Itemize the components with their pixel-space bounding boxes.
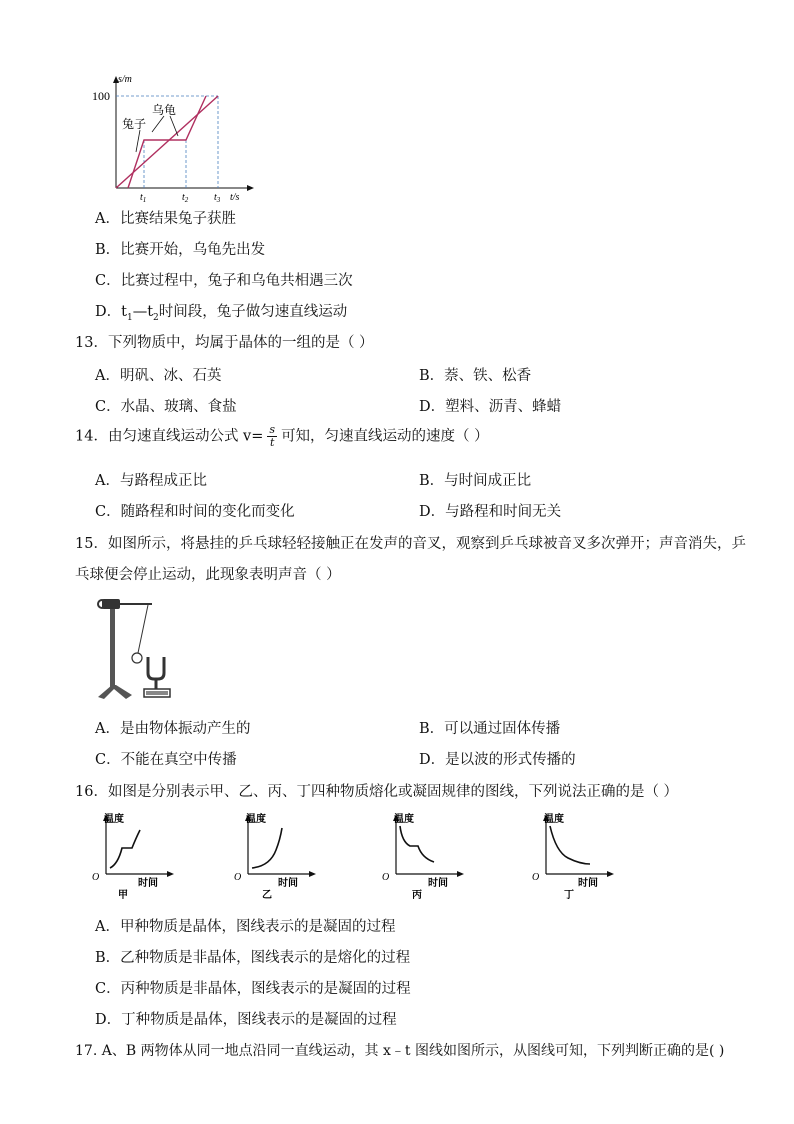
q16-option-a[interactable]: A．甲种物质是晶体，图线表示的是凝固的过程 [95, 919, 396, 935]
q12-option-c[interactable]: C．比赛过程中，兔子和乌龟共相遇三次 [95, 273, 353, 289]
q12-option-d-suffix: 时间段，兔子做匀速直线运动 [158, 304, 348, 320]
fraction-numerator: s [269, 423, 276, 436]
q15-stem-line1: 15．如图所示，将悬挂的乒乓球轻轻接触正在发声的音叉，观察到乒乓球被音叉多次弹开；声音消失，乒 [75, 536, 746, 552]
race-graph [90, 72, 260, 207]
q14-option-a[interactable]: A．与路程成正比 [95, 473, 207, 489]
q13-option-c[interactable]: C．水晶、玻璃、食盐 [95, 399, 237, 415]
rabbit-label: 兔子 [122, 117, 147, 131]
q14-option-d[interactable]: D．与路程和时间无关 [419, 504, 562, 520]
turtle-label: 乌龟 [152, 103, 177, 117]
graph-ding [532, 812, 614, 901]
q14-stem-before: 14．由匀速直线运动公式 v= [75, 428, 264, 445]
tuning-fork-figure [92, 595, 202, 705]
graph-bing-origin: O [382, 872, 390, 883]
q14-option-b[interactable]: B．与时间成正比 [419, 473, 532, 489]
q15-option-d[interactable]: D．是以波的形式传播的 [419, 752, 576, 768]
graph-bing [382, 812, 464, 901]
q13-option-d[interactable]: D．塑料、沥青、蜂蜡 [419, 399, 562, 415]
graph-bing-xlabel: 时间 [428, 878, 448, 889]
graph-ding-ylabel: 温度 [544, 814, 564, 825]
q16-option-d[interactable]: D．丁种物质是晶体，图线表示的是凝固的过程 [95, 1012, 397, 1028]
q12-option-d-prefix: D．t [95, 304, 127, 320]
graph-jia-xlabel: 时间 [138, 878, 158, 889]
q15-option-b[interactable]: B．可以通过固体传播 [419, 721, 561, 737]
graph-bing-ylabel: 温度 [394, 814, 414, 825]
x-tick-t2: $t_2$ [182, 192, 189, 204]
q14-option-c[interactable]: C．随路程和时间的变化而变化 [95, 504, 295, 520]
q16-option-b[interactable]: B．乙种物质是非晶体，图线表示的是熔化的过程 [95, 950, 411, 966]
q12-option-d-sub1: 1 [126, 312, 133, 323]
graph-yi [234, 812, 316, 901]
x-axis-label: t/s [230, 192, 240, 203]
q15-stem-line2: 乓球便会停止运动，此现象表明声音（ ） [75, 567, 341, 583]
q16-stem: 16．如图是分别表示甲、乙、丙、丁四种物质熔化或凝固规律的图线，下列说法正确的是（ ） [75, 784, 679, 800]
graph-jia [92, 812, 174, 901]
graph-bing-caption: 丙 [412, 890, 422, 901]
graph-yi-origin: O [234, 872, 242, 883]
velocity-fraction [267, 424, 277, 449]
q17-stem: 17. A、B 两物体从同一地点沿同一直线运动，其 x﹣t 图线如图所示，从图线可知，下列判断正确的是( ) [75, 1043, 725, 1059]
q13-option-a[interactable]: A．明矾、冰、石英 [95, 368, 222, 384]
q12-option-a[interactable]: A．比赛结果兔子获胜 [95, 211, 236, 227]
graph-ding-xlabel: 时间 [578, 878, 598, 889]
y-axis-label: s/m [118, 74, 132, 85]
q15-option-c[interactable]: C．不能在真空中传播 [95, 752, 237, 768]
graph-ding-caption: 丁 [564, 890, 574, 901]
y-tick-100: 100 [92, 89, 110, 103]
fraction-denominator: t [270, 436, 275, 449]
graph-yi-caption: 乙 [262, 890, 272, 901]
q14-stem-after: 可知，匀速直线运动的速度（ ） [281, 428, 489, 445]
q12-option-d-mid: —t [132, 304, 154, 320]
graph-jia-caption: 甲 [118, 890, 128, 901]
graph-jia-origin: O [92, 872, 100, 883]
q16-option-c[interactable]: C．丙种物质是非晶体，图线表示的是凝固的过程 [95, 981, 411, 997]
q13-option-b[interactable]: B．萘、铁、松香 [419, 368, 532, 384]
q14-stem [75, 424, 489, 449]
q12-option-d[interactable] [95, 300, 347, 323]
q15-option-a[interactable]: A．是由物体振动产生的 [95, 721, 251, 737]
temperature-graphs [88, 812, 628, 902]
graph-yi-xlabel: 时间 [278, 878, 298, 889]
graph-jia-ylabel: 温度 [104, 814, 124, 825]
q12-option-d-sub2: 2 [153, 312, 159, 323]
x-tick-t3: $t_3$ [214, 192, 221, 204]
graph-ding-origin: O [532, 872, 540, 883]
q12-option-b[interactable]: B．比赛开始，乌龟先出发 [95, 242, 266, 258]
x-tick-t1: $t_1$ [140, 192, 147, 204]
graph-yi-ylabel: 温度 [246, 814, 266, 825]
q13-stem: 13．下列物质中，均属于晶体的一组的是（ ） [75, 335, 374, 351]
